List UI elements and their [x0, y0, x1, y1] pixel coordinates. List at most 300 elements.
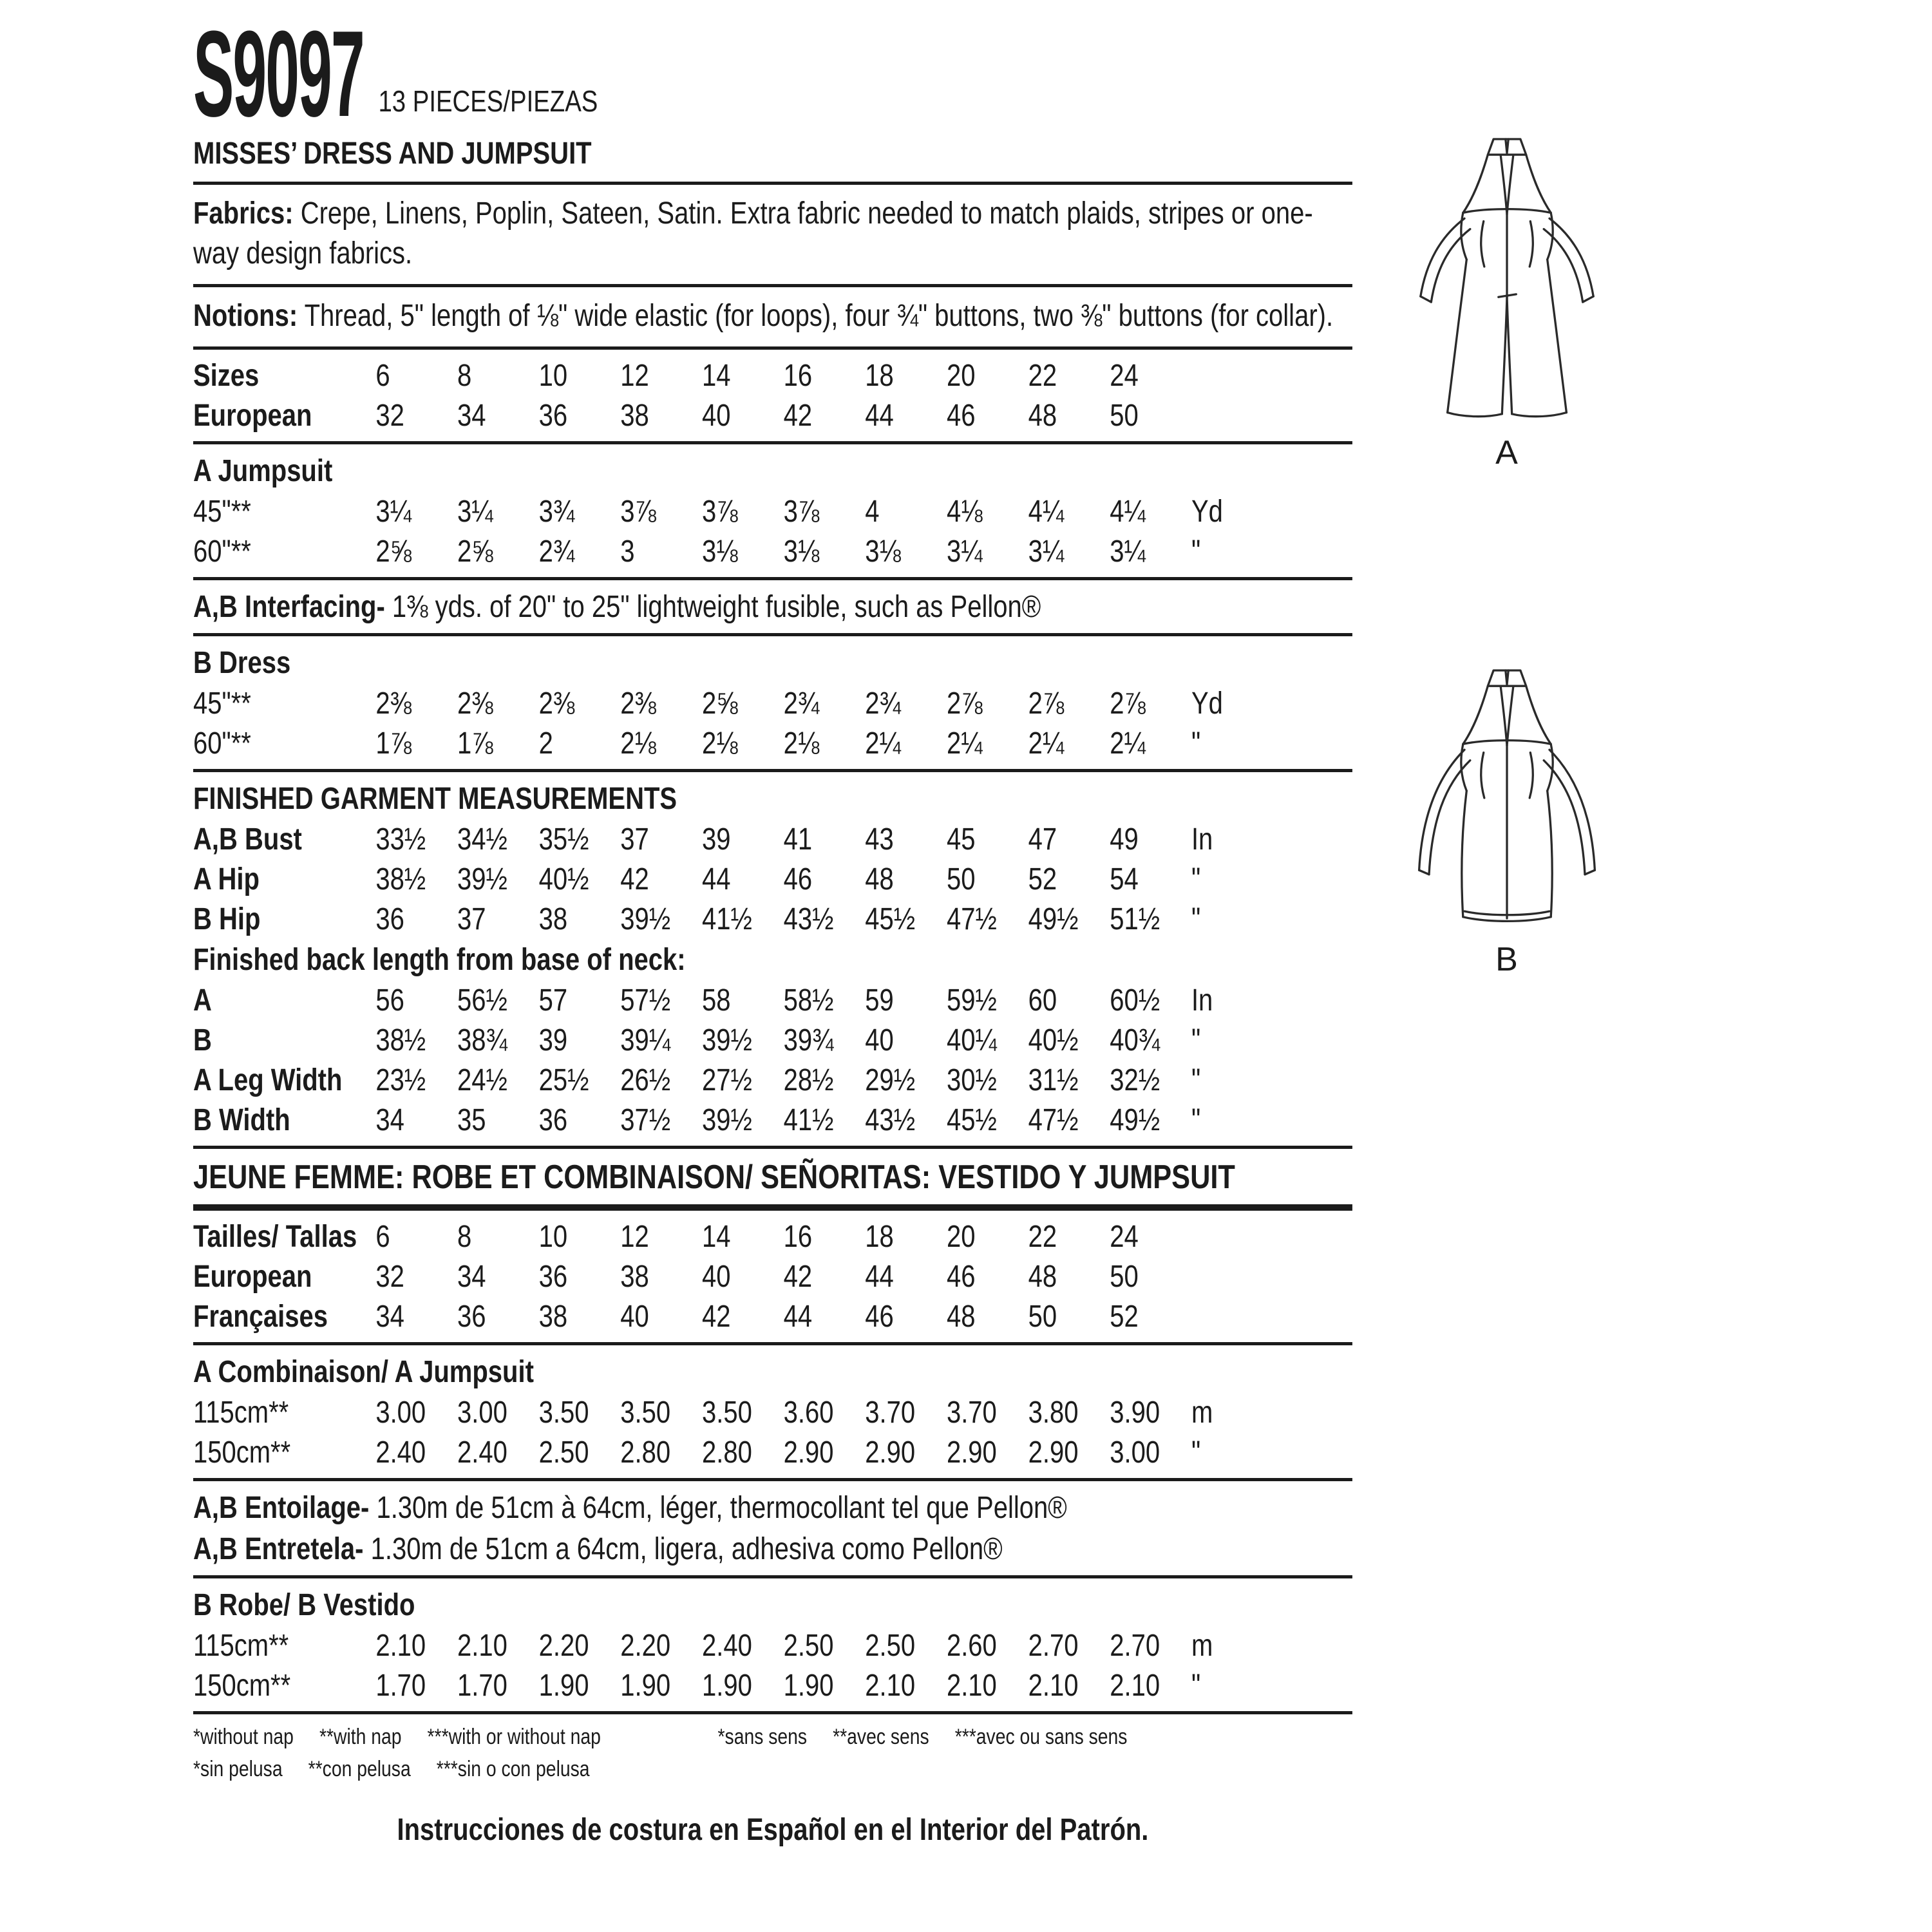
divider [193, 182, 1352, 185]
notions-label: Notions: [193, 299, 298, 333]
cell-value: 4¼ [1028, 495, 1065, 529]
row-label: 115cm** [193, 1396, 289, 1430]
divider [193, 1204, 1352, 1211]
fabrics-paragraph [193, 191, 1352, 279]
cell-value: 2.10 [946, 1669, 997, 1703]
cell-value: 2.80 [620, 1435, 671, 1470]
footnote-es-3: ***sin o con pelusa [436, 1757, 590, 1781]
cell-value: 2⅝ [375, 535, 412, 569]
cell-value: 2.90 [946, 1435, 997, 1470]
cell-value: 2.50 [538, 1435, 589, 1470]
table-row-a-leg-width [193, 1061, 1352, 1101]
cell-value: 39¾ [783, 1023, 834, 1057]
cell-value: 2.50 [783, 1629, 834, 1663]
cell-value: 6 [375, 359, 390, 393]
cell-value: 4⅛ [946, 495, 983, 529]
cell-value: 30½ [946, 1063, 997, 1097]
cell-value: 1.90 [620, 1669, 671, 1703]
cell-value: 36 [538, 1260, 568, 1294]
header [193, 6, 1352, 142]
cell-value: 37 [620, 822, 649, 857]
cell-value: 14 [701, 359, 731, 393]
cell-value: 2.40 [375, 1435, 426, 1470]
cell-value: 2⅝ [457, 535, 493, 569]
cell-value: 23½ [375, 1063, 426, 1097]
cell-value: 45½ [946, 1103, 997, 1137]
cell-value: 2⅛ [783, 726, 820, 761]
table-row-a [193, 981, 1352, 1021]
row-label: 150cm** [193, 1435, 291, 1470]
cell-value: 40 [620, 1300, 649, 1334]
cell-value: 35 [457, 1103, 486, 1137]
unit-label: " [1191, 1063, 1201, 1097]
cell-value: 3.50 [701, 1396, 752, 1430]
cell-value: 47½ [946, 902, 997, 936]
cell-value: 32 [375, 1260, 404, 1294]
cell-value: 48 [1028, 1260, 1057, 1294]
cell-value: 27½ [701, 1063, 752, 1097]
cell-value: 2.10 [865, 1669, 916, 1703]
cell-value: 44 [865, 399, 894, 433]
row-label: B Hip [193, 902, 261, 936]
cell-value: 34½ [457, 822, 507, 857]
cell-value: 59½ [946, 983, 997, 1018]
cell-value: 2⅜ [457, 687, 493, 721]
jumpsuit-line-drawing [1401, 132, 1613, 430]
cell-value: 1.70 [457, 1669, 507, 1703]
cell-value: 34 [375, 1103, 404, 1137]
dress-line-drawing [1401, 663, 1613, 936]
table-row-european [193, 1257, 1352, 1297]
cell-value: 14 [701, 1220, 731, 1254]
cell-value: 18 [865, 359, 894, 393]
unit-label: " [1191, 1435, 1201, 1470]
divider [193, 577, 1352, 580]
garment-b-label: B [1495, 940, 1519, 978]
note-label: A,B Interfacing- [193, 590, 385, 624]
table-row-45 [193, 492, 1352, 532]
cell-value: 1⅞ [457, 726, 493, 761]
footnote-row-2 [193, 1753, 1352, 1785]
cell-value: 40½ [1028, 1023, 1079, 1057]
cell-value: 50 [946, 862, 976, 896]
cell-value: 2¾ [538, 535, 575, 569]
row-label: A Hip [193, 862, 260, 896]
page-title: MISSES’ DRESS AND JUMPSUIT [193, 137, 592, 171]
cell-value: 2.20 [538, 1629, 589, 1663]
cell-value: 1.70 [375, 1669, 426, 1703]
note-line-a-b-entretela [193, 1529, 1352, 1570]
cell-value: 2.50 [865, 1629, 916, 1663]
cell-value: 2.10 [457, 1629, 507, 1663]
cell-value: 2.60 [946, 1629, 997, 1663]
cell-value: 46 [946, 1260, 976, 1294]
cell-value: 42 [783, 1260, 813, 1294]
cell-value: 37½ [620, 1103, 671, 1137]
cell-value: 3.50 [538, 1396, 589, 1430]
cell-value: 56½ [457, 983, 507, 1018]
row-label: 115cm** [193, 1629, 289, 1663]
row-label: A Leg Width [193, 1063, 343, 1097]
row-label: Françaises [193, 1300, 328, 1334]
cell-value: 3⅞ [783, 495, 820, 529]
table-row-fran-aises [193, 1297, 1352, 1337]
cell-value: 4¼ [1110, 495, 1146, 529]
cell-value: 32½ [1110, 1063, 1160, 1097]
cell-value: 44 [865, 1260, 894, 1294]
cell-value: 38 [538, 1300, 568, 1334]
cell-value: 3⅞ [620, 495, 656, 529]
cell-value: 49½ [1110, 1103, 1160, 1137]
cell-value: 42 [701, 1300, 731, 1334]
cell-value: 50 [1110, 1260, 1139, 1294]
note-label: A,B Entoilage- [193, 1491, 370, 1525]
cell-value: 2.40 [701, 1629, 752, 1663]
cell-value: 16 [783, 359, 813, 393]
cell-value: 44 [783, 1300, 813, 1334]
cell-value: 2⅞ [1028, 687, 1065, 721]
cell-value: 2⅛ [701, 726, 738, 761]
garment-a-label: A [1495, 434, 1519, 471]
pattern-number: S9097 [193, 6, 364, 142]
unit-label: " [1191, 1669, 1201, 1703]
section-heading-finished-garment-measurements: FINISHED GARMENT MEASUREMENTS [193, 782, 677, 816]
table-row-60 [193, 532, 1352, 572]
cell-value: 2.10 [1028, 1669, 1079, 1703]
cell-value: 36 [375, 902, 404, 936]
cell-value: 3⅛ [865, 535, 901, 569]
cell-value: 40 [701, 399, 731, 433]
cell-value: 57 [538, 983, 568, 1018]
unit-label: Yd [1191, 495, 1223, 529]
cell-value: 48 [1028, 399, 1057, 433]
cell-value: 16 [783, 1220, 813, 1254]
footnote-fr-1: *sans sens [717, 1725, 808, 1749]
cell-value: 46 [783, 862, 813, 896]
table-row-45 [193, 684, 1352, 724]
cell-value: 3¼ [1110, 535, 1146, 569]
cell-value: 34 [457, 1260, 486, 1294]
cell-value: 2 [538, 726, 553, 761]
table-row-a-hip [193, 860, 1352, 900]
cell-value: 3⅛ [701, 535, 738, 569]
row-label: European [193, 1260, 312, 1294]
cell-value: 60½ [1110, 983, 1160, 1018]
cell-value: 2.80 [701, 1435, 752, 1470]
cell-value: 48 [865, 862, 894, 896]
cell-value: 38 [620, 1260, 649, 1294]
cell-value: 10 [538, 1220, 568, 1254]
cell-value: 22 [1028, 1220, 1057, 1254]
table-row-a-b-bust [193, 820, 1352, 860]
cell-value: 36 [538, 399, 568, 433]
cell-value: 12 [620, 359, 649, 393]
cell-value: 47½ [1028, 1103, 1079, 1137]
cell-value: 2.20 [620, 1629, 671, 1663]
fabrics-label: Fabrics: [193, 196, 294, 231]
cell-value: 38¾ [457, 1023, 507, 1057]
cell-value: 40 [701, 1260, 731, 1294]
note-line-a-b-entoilage [193, 1488, 1352, 1529]
cell-value: 3.00 [375, 1396, 426, 1430]
notions-paragraph [193, 294, 1352, 341]
cell-value: 38 [538, 902, 568, 936]
cell-value: 2.10 [1110, 1669, 1160, 1703]
cell-value: 20 [946, 1220, 976, 1254]
section-heading-a-jumpsuit: A Jumpsuit [193, 454, 333, 488]
cell-value: 3.70 [946, 1396, 997, 1430]
cell-value: 49½ [1028, 902, 1079, 936]
cell-value: 2⅛ [620, 726, 656, 761]
footnote-en-1: *without nap [193, 1725, 294, 1749]
cell-value: 2.10 [375, 1629, 426, 1663]
row-label: 60"** [193, 726, 251, 761]
cell-value: 2¾ [865, 687, 901, 721]
cell-value: 57½ [620, 983, 671, 1018]
unit-label: " [1191, 535, 1201, 569]
section-heading-b-dress: B Dress [193, 646, 291, 680]
cell-value: 3¼ [375, 495, 412, 529]
table-row-150cm [193, 1666, 1352, 1706]
cell-value: 33½ [375, 822, 426, 857]
unit-label: " [1191, 862, 1201, 896]
cell-value: 41½ [783, 1103, 834, 1137]
cell-value: 56 [375, 983, 404, 1018]
cell-value: 2.90 [865, 1435, 916, 1470]
cell-value: 43½ [783, 902, 834, 936]
unit-label: m [1191, 1629, 1213, 1663]
cell-value: 26½ [620, 1063, 671, 1097]
footnote-en-3: ***with or without nap [427, 1725, 601, 1749]
unit-label: Yd [1191, 687, 1223, 721]
cell-value: 52 [1028, 862, 1057, 896]
cell-value: 2.90 [1028, 1435, 1079, 1470]
cell-value: 49 [1110, 822, 1139, 857]
cell-value: 3.00 [457, 1396, 507, 1430]
cell-value: 22 [1028, 359, 1057, 393]
cell-value: 59 [865, 983, 894, 1018]
cell-value: 51½ [1110, 902, 1160, 936]
unit-label: " [1191, 1023, 1201, 1057]
footnote-fr-group [717, 1721, 1127, 1753]
unit-label: " [1191, 902, 1201, 936]
cell-value: 2.70 [1028, 1629, 1079, 1663]
cell-value: 41 [783, 822, 813, 857]
unit-label: " [1191, 726, 1201, 761]
cell-value: 3.00 [1110, 1435, 1160, 1470]
cell-value: 58 [701, 983, 731, 1018]
table-row-tailles-tallas [193, 1217, 1352, 1257]
cell-value: 40¾ [1110, 1023, 1160, 1057]
cell-value: 50 [1028, 1300, 1057, 1334]
cell-value: 50 [1110, 399, 1139, 433]
cell-value: 2¾ [783, 687, 820, 721]
cell-value: 8 [457, 359, 472, 393]
cell-value: 42 [620, 862, 649, 896]
cell-value: 3⅞ [701, 495, 738, 529]
cell-value: 3¾ [538, 495, 575, 529]
cell-value: 43½ [865, 1103, 916, 1137]
section-heading-a-combinaison-a-jumpsuit: A Combinaison/ A Jumpsuit [193, 1355, 534, 1389]
cell-value: 3 [620, 535, 635, 569]
divider [193, 633, 1352, 636]
cell-value: 3.60 [783, 1396, 834, 1430]
cell-value: 43 [865, 822, 894, 857]
row-label: European [193, 399, 312, 433]
cell-value: 39½ [457, 862, 507, 896]
cell-value: 20 [946, 359, 976, 393]
unit-label: In [1191, 822, 1213, 857]
cell-value: 2⅝ [701, 687, 738, 721]
unit-label: " [1191, 1103, 1201, 1137]
cell-value: 3¼ [946, 535, 983, 569]
cell-value: 46 [865, 1300, 894, 1334]
row-label: A [193, 983, 212, 1018]
row-label: 60"** [193, 535, 251, 569]
cell-value: 25½ [538, 1063, 589, 1097]
unit-label: In [1191, 983, 1213, 1018]
cell-value: 24½ [457, 1063, 507, 1097]
cell-value: 2⅜ [620, 687, 656, 721]
note-line-a-b-interfacing [193, 587, 1352, 628]
cell-value: 60 [1028, 983, 1057, 1018]
cell-value: 1.90 [701, 1669, 752, 1703]
cell-value: 3.80 [1028, 1396, 1079, 1430]
cell-value: 38 [620, 399, 649, 433]
cell-value: 38½ [375, 1023, 426, 1057]
cell-value: 40½ [538, 862, 589, 896]
cell-value: 36 [538, 1103, 568, 1137]
cell-value: 2¼ [865, 726, 901, 761]
cell-value: 8 [457, 1220, 472, 1254]
footnotes [193, 1721, 1352, 1785]
cell-value: 2⅜ [375, 687, 412, 721]
cell-value: 4 [865, 495, 880, 529]
row-label: Tailles/ Tallas [193, 1220, 357, 1254]
cell-value: 28½ [783, 1063, 834, 1097]
cell-value: 31½ [1028, 1063, 1079, 1097]
table-row-b [193, 1021, 1352, 1061]
footnote-es-2: **con pelusa [308, 1757, 411, 1781]
row-label: 45"** [193, 687, 251, 721]
cell-value: 1.90 [783, 1669, 834, 1703]
cell-value: 41½ [701, 902, 752, 936]
garment-b-figure [1397, 663, 1616, 979]
cell-value: 35½ [538, 822, 589, 857]
cell-value: 32 [375, 399, 404, 433]
pieces-count: 13 PIECES/PIEZAS [378, 84, 598, 118]
cell-value: 45 [946, 822, 976, 857]
divider [193, 1342, 1352, 1345]
cell-value: 6 [375, 1220, 390, 1254]
footnote-en-2: **with nap [319, 1725, 402, 1749]
table-row-european [193, 396, 1352, 436]
table-row-60 [193, 724, 1352, 764]
cell-value: 10 [538, 359, 568, 393]
cell-value: 2.90 [783, 1435, 834, 1470]
cell-value: 3.70 [865, 1396, 916, 1430]
note-label: A,B Entretela- [193, 1532, 364, 1566]
cell-value: 39½ [701, 1103, 752, 1137]
cell-value: 44 [701, 862, 731, 896]
divider [193, 1478, 1352, 1481]
cell-value: 3¼ [1028, 535, 1065, 569]
unit-label: m [1191, 1396, 1213, 1430]
cell-value: 34 [457, 399, 486, 433]
cell-value: 45½ [865, 902, 916, 936]
spanish-instructions-note: Instrucciones de costura en Español en el Interior del Patrón. [397, 1813, 1149, 1847]
cell-value: 52 [1110, 1300, 1139, 1334]
divider [193, 441, 1352, 444]
cell-value: 24 [1110, 1220, 1139, 1254]
cell-value: 40¼ [946, 1023, 997, 1057]
row-label: B [193, 1023, 212, 1057]
cell-value: 2¼ [1028, 726, 1065, 761]
divider [193, 1146, 1352, 1149]
cell-value: 46 [946, 399, 976, 433]
footnote-es-1: *sin pelusa [193, 1757, 283, 1781]
divider [193, 1575, 1352, 1578]
cell-value: 2⅞ [946, 687, 983, 721]
divider [193, 769, 1352, 772]
cell-value: 2⅞ [1110, 687, 1146, 721]
cell-value: 38½ [375, 862, 426, 896]
cell-value: 2.40 [457, 1435, 507, 1470]
cell-value: 3.50 [620, 1396, 671, 1430]
cell-value: 36 [457, 1300, 486, 1334]
table-row-150cm [193, 1433, 1352, 1473]
cell-value: 29½ [865, 1063, 916, 1097]
divider [193, 346, 1352, 350]
notions-text: Thread, 5" length of ⅛" wide elastic (for loops), four ¾" buttons, two ⅜" buttons (for collar). [298, 299, 1334, 333]
footnote-row-1 [193, 1721, 1352, 1753]
note-text: 1⅜ yds. of 20" to 25" lightweight fusible, such as Pellon® [384, 590, 1041, 624]
cell-value: 3¼ [457, 495, 493, 529]
cell-value: 48 [946, 1300, 976, 1334]
note-text: 1.30m de 51cm a 64cm, ligera, adhesiva como Pellon® [363, 1532, 1003, 1566]
cell-value: 34 [375, 1300, 404, 1334]
section-heading-b-robe-b-vestido: B Robe/ B Vestido [193, 1588, 415, 1622]
cell-value: 2¼ [946, 726, 983, 761]
cell-value: 39½ [701, 1023, 752, 1057]
row-label: B Width [193, 1103, 290, 1137]
main-content-column [193, 6, 1352, 1850]
fabrics-text: Crepe, Linens, Poplin, Sateen, Satin. Extra fabric needed to match plaids, stripes or one-way design fabrics. [193, 196, 1313, 270]
yardage-tables [193, 356, 1352, 1714]
table-row-115cm [193, 1626, 1352, 1666]
table-row-sizes [193, 356, 1352, 396]
cell-value: 39 [538, 1023, 568, 1057]
cell-value: 24 [1110, 359, 1139, 393]
cell-value: 39 [701, 822, 731, 857]
cell-value: 18 [865, 1220, 894, 1254]
cell-value: 3.90 [1110, 1396, 1160, 1430]
cell-value: 39¼ [620, 1023, 671, 1057]
cell-value: 3⅛ [783, 535, 820, 569]
table-row-b-hip [193, 900, 1352, 940]
cell-value: 1.90 [538, 1669, 589, 1703]
row-label: Sizes [193, 359, 260, 393]
table-row-115cm [193, 1393, 1352, 1433]
note-text: 1.30m de 51cm à 64cm, léger, thermocollant tel que Pellon® [369, 1491, 1067, 1525]
divider [193, 1711, 1352, 1714]
garment-a-figure [1397, 132, 1616, 472]
cell-value: 37 [457, 902, 486, 936]
cell-value: 1⅞ [375, 726, 412, 761]
cell-value: 2⅜ [538, 687, 575, 721]
row-label: A,B Bust [193, 822, 302, 857]
section-heading-finished-back-length-from-base-of-neck: Finished back length from base of neck: [193, 943, 686, 977]
